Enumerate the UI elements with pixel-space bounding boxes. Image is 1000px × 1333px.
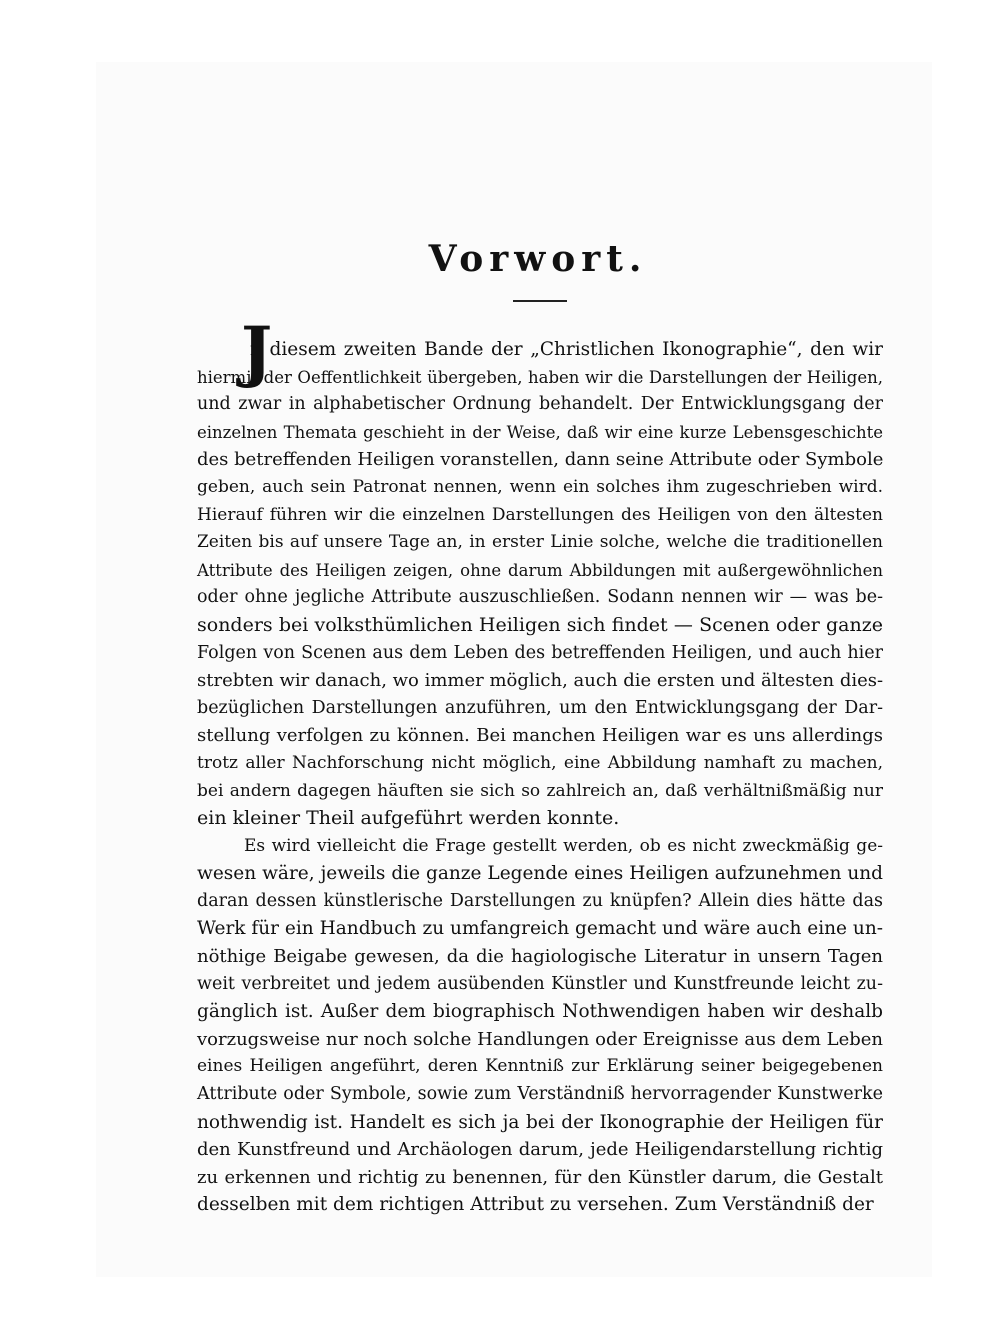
text-line: des betreffenden Heiligen voranstellen, dann seine Attribute oder Symbole [197, 449, 884, 471]
text-line: trotz aller Nachforschung nicht möglich, eine Abbildung namhaft zu machen, [197, 752, 883, 773]
text-line: Attribute oder Symbole, sowie zum Verständniß hervorragender Kunstwerke [197, 1084, 883, 1105]
text-line: hiermit der Oeffentlichkeit übergeben, haben wir die Darstellungen der Heiligen, [197, 367, 883, 387]
title-divider [513, 300, 567, 302]
drop-cap: J [241, 312, 273, 390]
text-line: daran dessen künstlerische Darstellungen zu knüpfen? Allein dies hätte das [197, 890, 883, 911]
text-line: Attribute des Heiligen zeigen, ohne darum Abbildungen mit außergewöhnlichen [197, 560, 883, 580]
text-line: zu erkennen und richtig zu benennen, für den Künstler darum, die Gestalt [197, 1166, 883, 1188]
text-line: nothwendig ist. Handelt es sich ja bei der Ikonographie der Heiligen für [197, 1111, 883, 1133]
text-line: Werk für ein Handbuch zu umfangreich gemacht und wäre auch eine un- [197, 918, 883, 940]
text-line: bezüglichen Darstellungen anzuführen, um den Entwicklungsgang der Dar- [197, 697, 883, 718]
body-text [197, 312, 884, 1219]
text-line: n diesem zweiten Bande der „Christlichen Ikonographie“, den wir [250, 339, 883, 360]
page-title: Vorwort. [428, 238, 648, 280]
text-line: und zwar in alphabetischer Ordnung behandelt. Der Entwicklungsgang der [197, 394, 883, 415]
text-line: strebten wir danach, wo immer möglich, auch die ersten und ältesten dies- [197, 670, 884, 692]
text-line: wesen wäre, jeweils die ganze Legende eines Heiligen aufzunehmen und [197, 863, 883, 885]
text-line: weit verbreitet und jedem ausübenden Künstler und Kunstfreunde leicht zu- [197, 973, 883, 994]
text-line: ein kleiner Theil aufgeführt werden konnte. [197, 807, 620, 830]
text-line: den Kunstfreund und Archäologen darum, jede Heiligendarstellung richtig [197, 1139, 883, 1161]
text-line: nöthige Beigabe gewesen, da die hagiologische Literatur in unsern Tagen [197, 946, 883, 968]
text-line: vorzugsweise nur noch solche Handlungen oder Ereignisse aus dem Leben [197, 1028, 883, 1050]
text-line: einzelnen Themata geschieht in der Weise, daß wir eine kurze Lebensgeschichte [197, 422, 883, 442]
text-line: gänglich ist. Außer dem biographisch Nothwendigen haben wir deshalb [197, 1001, 883, 1023]
text-line: sonders bei volksthümlichen Heiligen sich findet — Scenen oder ganze [197, 613, 883, 636]
text-line: Es wird vielleicht die Frage gestellt werden, ob es nicht zweckmäßig ge- [244, 835, 883, 856]
text-line: oder ohne jegliche Attribute auszuschließen. Sodann nennen wir — was be- [197, 587, 883, 608]
text-line: eines Heiligen angeführt, deren Kenntniß zur Erklärung seiner beigegebenen [197, 1056, 883, 1077]
text-line: desselben mit dem richtigen Attribut zu versehen. Zum Verständniß der [197, 1194, 874, 1216]
paragraph-1 [197, 312, 884, 833]
text-line: Folgen von Scenen aus dem Leben des betreffenden Heiligen, und auch hier [197, 642, 883, 663]
text-line: bei andern dagegen häuften sie sich so zahlreich an, daß verhältnißmäßig nur [197, 780, 883, 801]
text-line: geben, auch sein Patronat nennen, wenn ein solches ihm zugeschrieben wird. [197, 476, 883, 497]
text-line: Zeiten bis auf unsere Tage an, in erster Linie solche, welche die traditionellen [197, 532, 883, 553]
text-line: Hierauf führen wir die einzelnen Darstellungen des Heiligen von den ältesten [197, 504, 883, 525]
paragraph-2 [197, 833, 883, 1219]
text-line: stellung verfolgen zu können. Bei manchen Heiligen war es uns allerdings [197, 725, 883, 747]
